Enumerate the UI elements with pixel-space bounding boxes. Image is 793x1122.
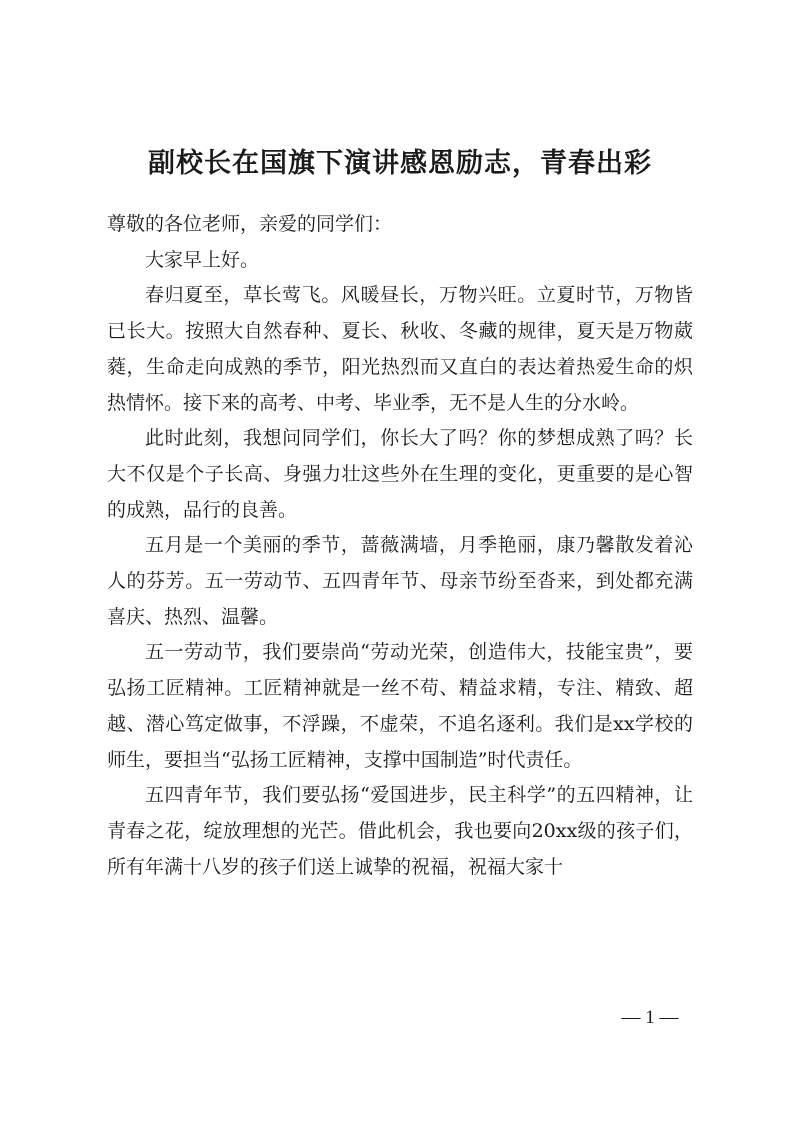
- paragraph-growing-up: 此时此刻，我想问同学们，你长大了吗？你的梦想成熟了吗？长大不仅是个子长高、身强力壮这些外在生理的变化，更重要的是心智的成熟，品行的良善。: [107, 427, 693, 521]
- document-title: 副校长在国旗下演讲感恩励志，青春出彩: [148, 148, 652, 179]
- salutation: 尊敬的各位老师，亲爱的同学们：: [107, 213, 393, 235]
- paragraph-may: 五月是一个美丽的季节，蔷薇满墙，月季艳丽，康乃馨散发着沁人的芬芳。五一劳动节、五四青年节、母亲节纷至沓来，到处都充满喜庆、热烈、温馨。: [107, 534, 693, 628]
- paragraph-summer: 春归夏至，草长莺飞。风暖昼长，万物兴旺。立夏时节，万物皆已长大。按照大自然春种、夏长、秋收、冬藏的规律，夏天是万物葳蕤，生命走向成熟的季节，阳光热烈而又直白的表达着热爱生命的炽热情怀。接下来的高考、中考、毕业季，无不是人生的分水岭。: [107, 284, 693, 414]
- paragraph-labor-day: 五一劳动节，我们要崇尚“劳动光荣，创造伟大，技能宝贵”，要弘扬工匠精神。工匠精神就是一丝不苟、精益求精，专注、精致、超越、潜心笃定做事，不浮躁，不虚荣，不追名逐利。我们是xx学校的师生，要担当“弘扬工匠精神，支撑中国制造”时代责任。: [107, 641, 693, 771]
- paragraph-youth-day: 五四青年节，我们要弘扬“爱国进步，民主科学”的五四精神，让青春之花，绽放理想的光芒。借此机会，我也要向20xx级的孩子们，所有年满十八岁的孩子们送上诚挚的祝福，祝福大家十: [107, 784, 693, 878]
- paragraph-greeting: 大家早上好。: [145, 248, 260, 271]
- page-number: — 1 —: [621, 1007, 679, 1028]
- document-body: [107, 207, 693, 885]
